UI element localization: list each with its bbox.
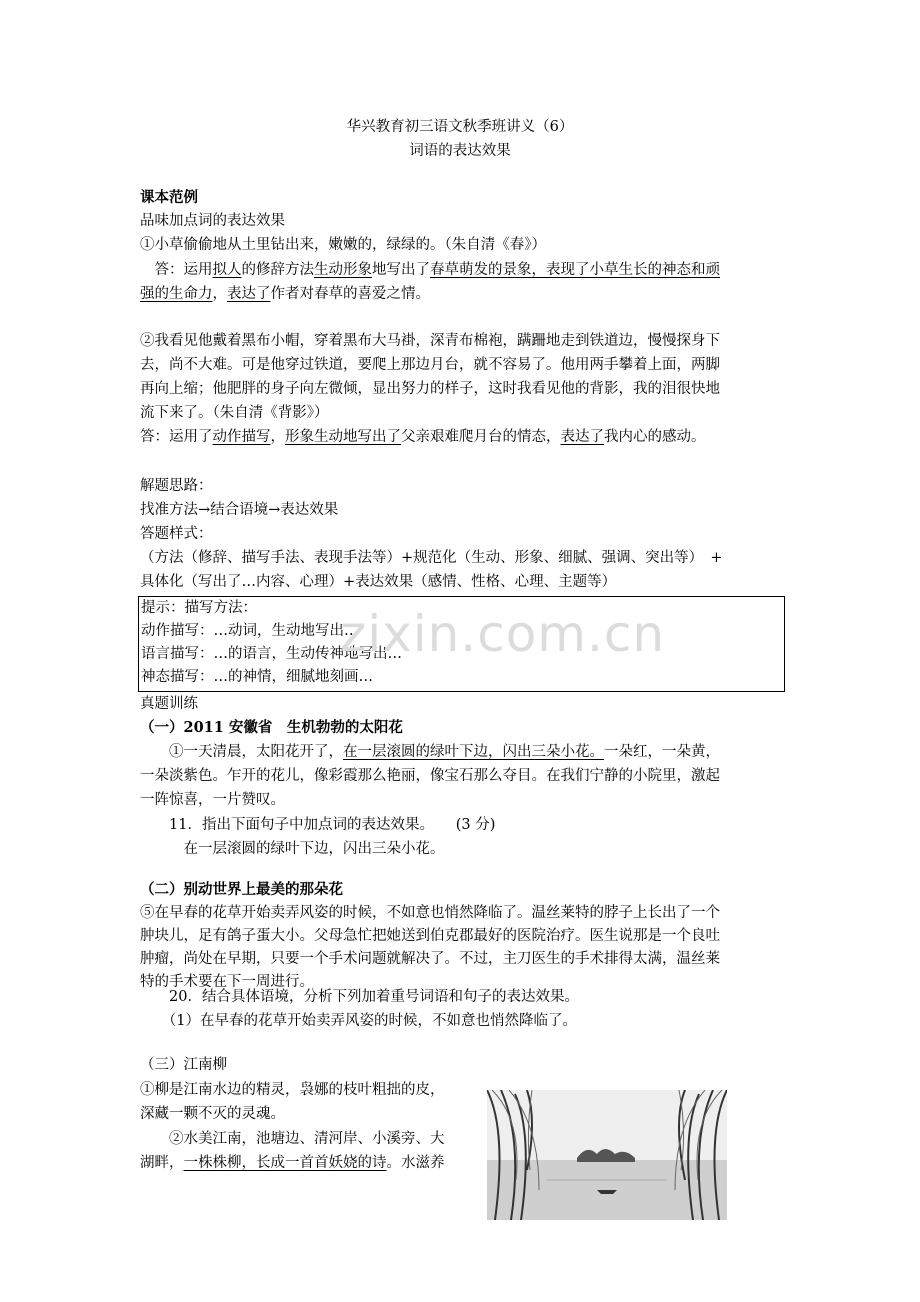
question-20: 20．结合具体语境，分析下列加着重号词语和句子的表达效果。 [140,989,579,1005]
question-20-sentence: （1）在早春的花草开始卖弄风姿的时候，不如意也悄然降临了。 [140,1013,577,1029]
format-line1: （方法（修辞、描写手法、表现手法等）+规范化（生动、形象、细腻、强调、突出等） + [140,550,723,566]
tip-row: 提示：描写方法： [141,600,257,616]
example-question-2-line4: 流下来了。（朱自清《背影》） [140,405,329,421]
example-question-2-line1: ②我看见他戴着黑布小帽，穿着黑布大马褂，深青布棉袍，蹒跚地走到铁道边，慢慢探身下 [140,333,720,349]
section-2-line3: 肿瘤，尚处在早期，只要一个手术问题就解决了。不过，主刀医生的手术排得太满，温丝莱 [140,951,720,967]
section-1-paragraph-line3: 一阵惊喜，一片赞叹。 [140,792,285,808]
section-3-line1: ①柳是江南水边的精灵，袅娜的枝叶粗拙的皮， [140,1082,445,1098]
section-3-line2: 深藏一颗不灭的灵魂。 [140,1106,285,1122]
method-steps: 找准方法→结合语境→表达效果 [140,502,339,518]
section-1-paragraph-line1: ①一天清晨，太阳花开了，在一层滚圆的绿叶下边，闪出三朵小花。一朵红，一朵黄， [140,744,720,760]
format-line2: 具体化（写出了…内容、心理）+表达效果（感情、性格、心理、主题等） [140,574,617,590]
page-subtitle: 词语的表达效果 [409,143,511,159]
question-11: 11．指出下面句子中加点词的表达效果。 (3 分) [140,817,496,833]
section-2-line1: ⑤在早春的花草开始卖弄风姿的时候，不如意也悄然降临了。温丝莱特的脖子上长出了一个 [140,905,720,921]
tip-row: 语言描写：…的语言，生动传神地写出… [141,646,402,662]
example-question-2-line2: 去，尚不大难。可是他穿过铁道，要爬上那边月台，就不容易了。他用两手攀着上面，两脚 [140,357,720,373]
question-11-sentence: 在一层滚圆的绿叶下边，闪出三朵小花。 [140,841,445,857]
willow-photo-illustration [487,1090,727,1220]
section-heading-examples: 课本范例 [140,189,198,206]
tip-row: 神态描写：…的神情，细腻地刻画… [141,669,373,685]
section-1-title: （一）2011 安徽省 生机勃勃的太阳花 [140,719,403,736]
section-3-line3: ②水美江南，池塘边、清河岸、小溪旁、大 [140,1131,445,1147]
method-label: 解题思路： [140,478,213,494]
section-3-title: （三）江南柳 [140,1057,227,1073]
section-2-line2: 肿块儿，足有鸽子蛋大小。父母急忙把她送到伯克郡最好的医院治疗。医生说那是一个良吐 [140,928,720,944]
instruction-text: 品味加点词的表达效果 [140,213,285,229]
example-question-1: ①小草偷偷地从土里钻出来，嫩嫩的，绿绿的。（朱自清《春》） [140,237,546,253]
willow-lake-photo [487,1090,727,1220]
section-2-title: （二）别动世界上最美的那朵花 [140,881,343,898]
tip-row: 动作描写：…动词，生动地写出… [141,623,359,639]
section-3-line4: 湖畔，一株株柳，长成一首首妖娆的诗。水滋养 [140,1155,445,1171]
format-label: 答题样式： [140,526,213,542]
example-question-2-line3: 再向上缩；他肥胖的身子向左微倾，显出努力的样子，这时我看见他的背影，我的泪很快地 [140,381,720,397]
section-1-paragraph-line2: 一朵淡紫色。乍开的花儿，像彩霞那么艳丽，像宝石那么夺目。在我们宁静的小院里，激起 [140,768,720,784]
handout-title: 华兴教育初三语文秋季班讲义（6） [346,119,574,135]
section-2-line4: 特的手术要在下一周进行。 [140,974,314,990]
practice-label: 真题训练 [140,696,198,712]
example-answer-2: 答：运用了动作描写，形象生动地写出了父亲艰难爬月台的情态，表达了我内心的感动。 [140,429,706,445]
example-answer-1-line1: 答：运用拟人的修辞方法生动形象地写出了春草萌发的景象，表现了小草生长的神态和顽 [140,262,720,278]
watermark: zixin.com.cn [340,605,666,663]
example-answer-1-line2: 强的生命力，表达了作者对春草的喜爱之情。 [140,286,430,302]
